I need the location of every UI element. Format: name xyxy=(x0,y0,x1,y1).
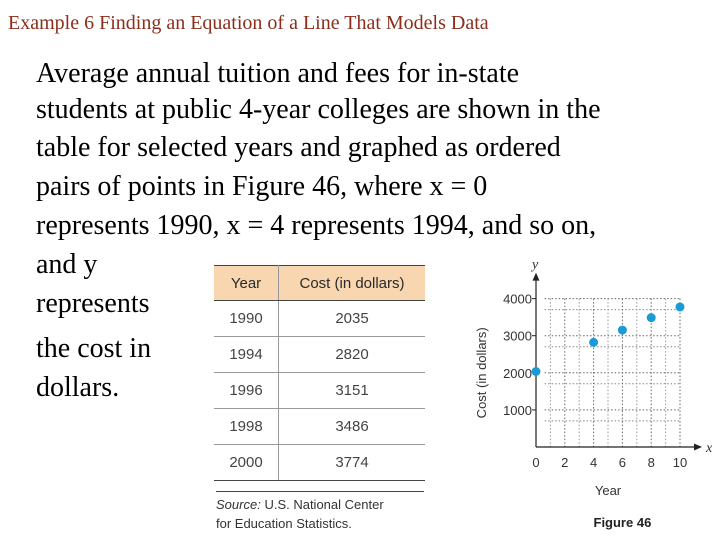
y-tick-label: 4000 xyxy=(503,291,532,307)
table-row xyxy=(214,301,425,337)
cost-cell: 3486 xyxy=(279,409,426,445)
year-cell: 1998 xyxy=(214,409,279,445)
year-cell: 1990 xyxy=(214,301,279,337)
data-point xyxy=(676,302,685,311)
x-tick-label: 4 xyxy=(589,455,598,470)
x-tick-label: 10 xyxy=(672,455,688,470)
x-tick-label: 6 xyxy=(618,455,627,470)
x-axis-arrow xyxy=(694,444,702,451)
year-cell: 2000 xyxy=(214,445,279,481)
cost-cell: 2820 xyxy=(279,337,426,373)
year-cell: 1996 xyxy=(214,373,279,409)
table-row xyxy=(214,337,425,373)
tuition-table xyxy=(214,265,425,481)
scatter-chart xyxy=(460,262,720,537)
y-axis-label: Cost (in dollars) xyxy=(474,327,489,419)
body-text-line: the cost in xyxy=(36,333,152,364)
body-text-line: Average annual tuition and fees for in-state xyxy=(36,58,520,89)
cost-cell: 3151 xyxy=(279,373,426,409)
source-label: Source: xyxy=(216,497,261,512)
x-tick-label: 2 xyxy=(561,455,569,470)
table-row xyxy=(214,409,425,445)
body-text-line: dollars. xyxy=(36,372,120,403)
figure-caption: Figure 46 xyxy=(593,515,652,530)
source-text-line2: for Education Statistics. xyxy=(216,516,352,531)
y-tick-label: 3000 xyxy=(503,328,532,344)
body-text-line: represents xyxy=(36,288,150,319)
data-point xyxy=(589,338,598,347)
data-point xyxy=(618,326,627,335)
x-axis-label: Year xyxy=(594,483,622,498)
table-source xyxy=(216,495,384,533)
table-row xyxy=(214,373,425,409)
cost-cell: 2035 xyxy=(279,301,426,337)
source-text: U.S. National Center xyxy=(264,497,384,512)
body-text-line: students at public 4-year colleges are shown in the xyxy=(36,94,601,125)
y-tick-label: 1000 xyxy=(503,402,532,418)
column-header-cost: Cost (in dollars) xyxy=(279,266,426,301)
table-row xyxy=(214,445,425,481)
x-axis-variable: x xyxy=(706,441,713,456)
x-tick-label: 8 xyxy=(647,455,655,470)
x-tick-label: 0 xyxy=(532,455,540,470)
y-tick-label: 2000 xyxy=(503,365,532,381)
data-point xyxy=(532,367,541,376)
column-header-year: Year xyxy=(214,266,279,301)
slide-title: Example 6 Finding an Equation of a Line That Models Data xyxy=(8,12,489,34)
tick-layer xyxy=(503,292,687,470)
axis-layer xyxy=(533,273,703,451)
y-axis-variable: y xyxy=(532,262,539,273)
source-divider xyxy=(216,491,424,492)
cost-cell: 3774 xyxy=(279,445,426,481)
data-point xyxy=(647,313,656,322)
body-text-line: and y xyxy=(36,249,98,280)
body-text-line: pairs of points in Figure 46, where x = 0 xyxy=(36,171,488,202)
body-text-line: represents 1990, x = 4 represents 1994, and so on, xyxy=(36,210,597,241)
year-cell: 1994 xyxy=(214,337,279,373)
y-axis-arrow xyxy=(533,273,540,281)
grid-layer xyxy=(545,299,680,447)
body-text-line: table for selected years and graphed as ordered xyxy=(36,132,561,163)
table-header-row xyxy=(214,266,425,301)
